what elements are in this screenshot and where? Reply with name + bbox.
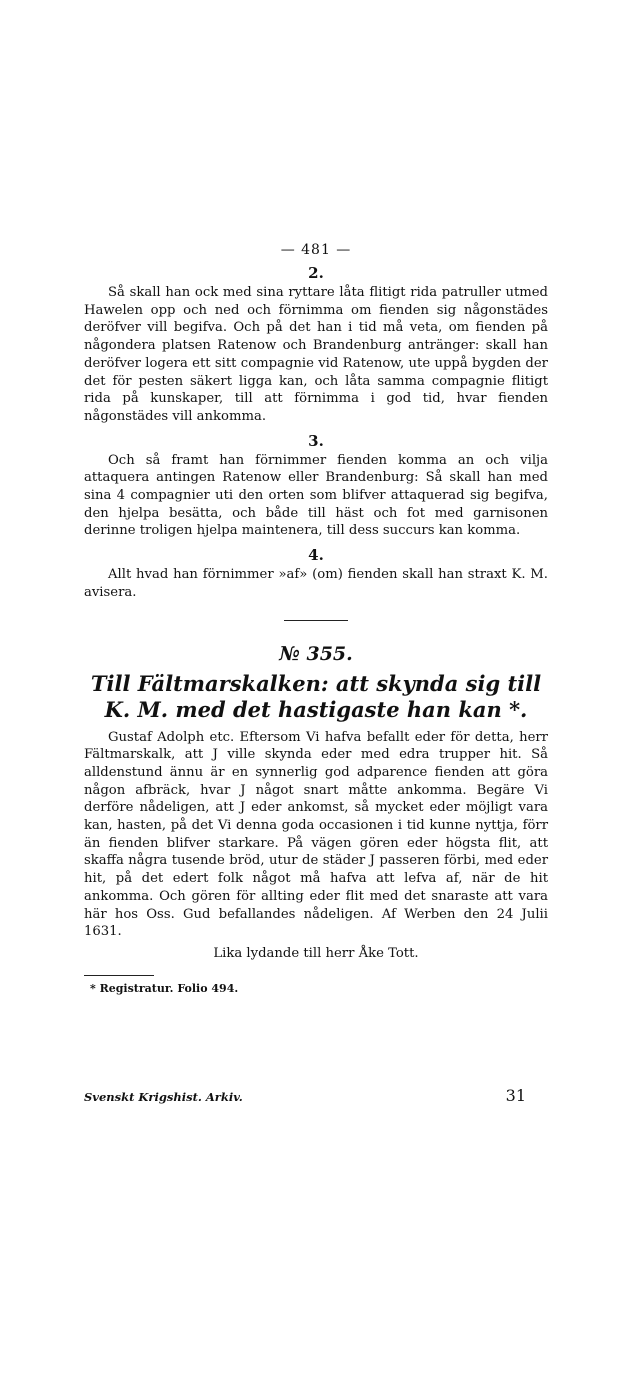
section-text: Allt hvad han förnimmer »af» (om) fienden skall han straxt K. M. avisera. [84,567,548,600]
footnote-divider [84,975,154,976]
section-number: 4. [308,546,324,565]
article-body: Gustaf Adolph etc. Eftersom Vi hafva befallt eder för detta, herr Fältmarskalk, att J ville skynda eder med edra trupper hit. Så alldenstund ännu är en synnerlig god adparence fienden att göra någon afbräck, hvar J något snart måtte ankomma. Begäre Vi derföre nådeligen, att J eder ankomst, så mycket eder möjligt vara kan, hasten, på det Vi denna goda occasionen i tid kunne nyttja, förr än fienden blifver starkare. På vägen gören eder högsta flit, att skaffa några tusende bröd, utur de städer J passeren förbi, med eder hit, på det edert folk något må hafva att lefva af, när de hit ankomma. Och gören för allting eder flit med det snaraste att vara här hos Oss. Gud befallandes nådeligen. Af Werben den 24 Julii 1631. [84,729,548,940]
section-text: Och så framt han förnimmer fienden komma an och vilja attaquera antingen Ratenow eller Brandenburg: Så skall han med sina 4 compagnier uti den orten som blifver attaquerad sig begifva, den hjelpa besätta, och både till häst och fot med garnisonen derinne troligen hjelpa maintenera, till dess succurs kan komma. [84,452,548,539]
section-text: Så skall han ock med sina ryttare låta flitigt rida patruller utmed Hawelen opp och ned och förnimma om fienden sig någonstädes deröfver vill begifva. Och på det han i tid må veta, om fienden på någondera platsen Ratenow och Brandenburg antränger: skall han deröfver logera ett sitt compagnie vid Ratenow, ute uppå bygden der det för pesten säkert ligga kan, och låta samma compagnie flitigt rida på kunskaper, till att förnimma i god tid, hvar fienden någonstädes vill ankomma. [84,285,548,424]
section-divider [284,620,348,621]
instructions-body [84,262,548,995]
page-number: — 481 — [280,242,352,258]
footer-title: Svenskt Krigshist. Arkiv. [84,1090,243,1104]
article-closing: Lika lydande till herr Åke Tott. [213,945,419,961]
section-number: 3. [308,431,324,450]
footnote: * Registratur. Folio 494. [90,981,239,995]
article-number: № 355. [279,642,353,665]
signature-mark: 31 [505,1086,526,1105]
section-number: 2. [308,264,324,282]
page-footer [84,1086,548,1105]
article-title: Till Fältmarskalken: att skynda sig till K. M. med det hastigaste han kan *. [90,670,542,722]
